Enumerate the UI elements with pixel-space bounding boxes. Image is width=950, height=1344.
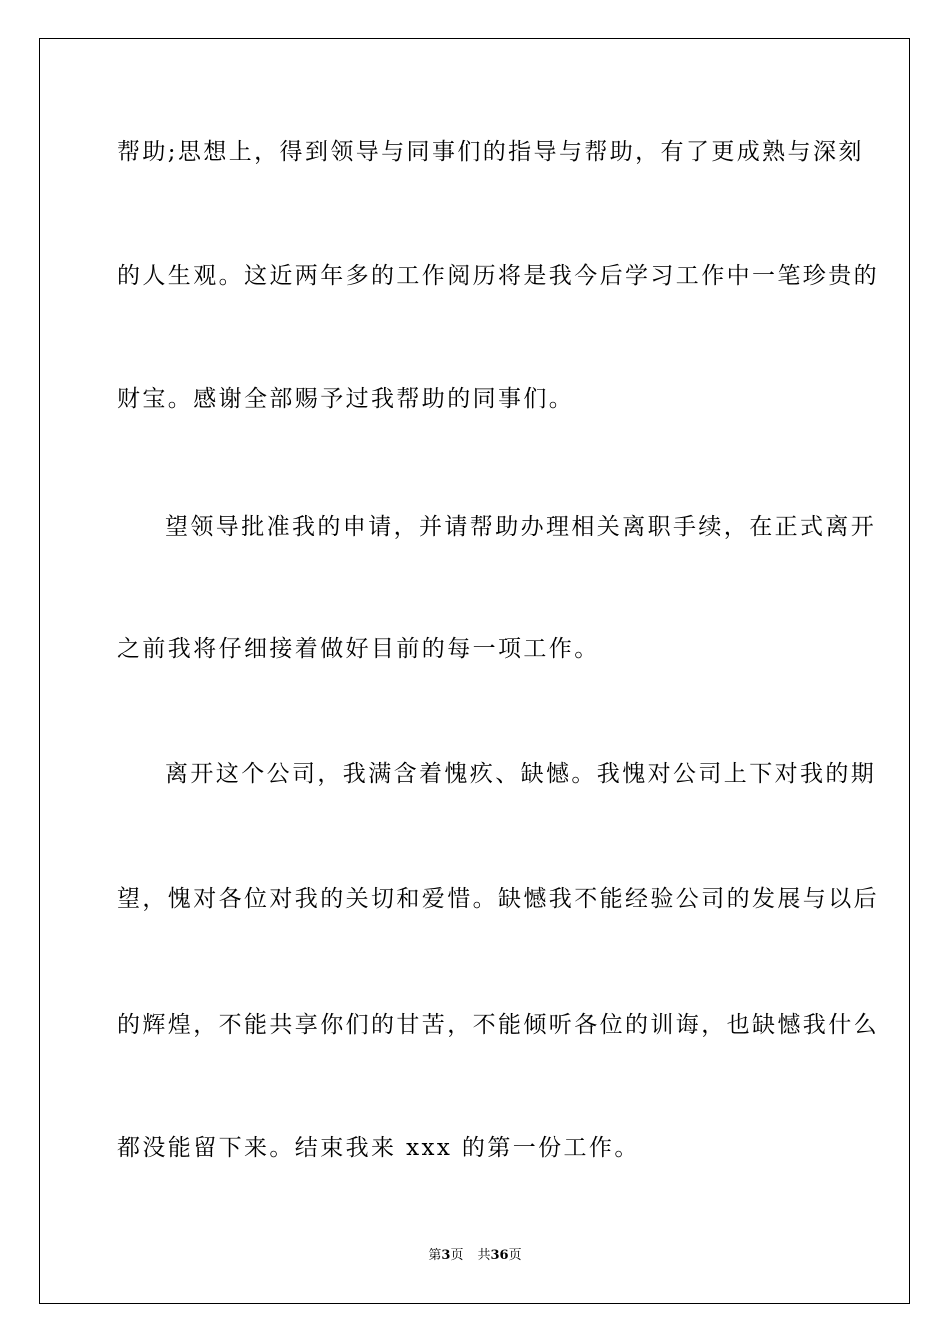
page-prefix: 第	[428, 1248, 442, 1263]
total-page-number: 36	[490, 1248, 509, 1263]
body-text-line: 的辉煌，不能共享你们的甘苦，不能倾听各位的训诲，也缺憾我什么	[117, 1012, 879, 1038]
paragraph-first-line: 望领导批准我的申请，并请帮助办理相关离职手续，在正式离开	[165, 514, 877, 540]
body-text-line: 望，愧对各位对我的关切和爱惜。缺憾我不能经验公司的发展与以后	[117, 886, 879, 912]
body-text-line: 之前我将仔细接着做好目前的每一项工作。	[117, 636, 600, 662]
body-text-line: 帮助;思想上，得到领导与同事们的指导与帮助，有了更成熟与深刻	[117, 139, 864, 165]
page-footer	[0, 1248, 950, 1264]
total-unit: 页	[508, 1248, 522, 1263]
body-text-line: 都没能留下来。结束我来 xxx 的第一份工作。	[117, 1135, 640, 1161]
paragraph-first-line: 离开这个公司，我满含着愧疚、缺憾。我愧对公司上下对我的期	[165, 761, 877, 787]
page-unit: 页	[450, 1248, 464, 1263]
page-border	[39, 38, 910, 1304]
total-prefix: 共	[477, 1248, 491, 1263]
body-text-line: 的人生观。这近两年多的工作阅历将是我今后学习工作中一笔珍贵的	[117, 263, 879, 289]
body-text-line: 财宝。感谢全部赐予过我帮助的同事们。	[117, 386, 575, 412]
current-page-number: 3	[441, 1248, 451, 1263]
